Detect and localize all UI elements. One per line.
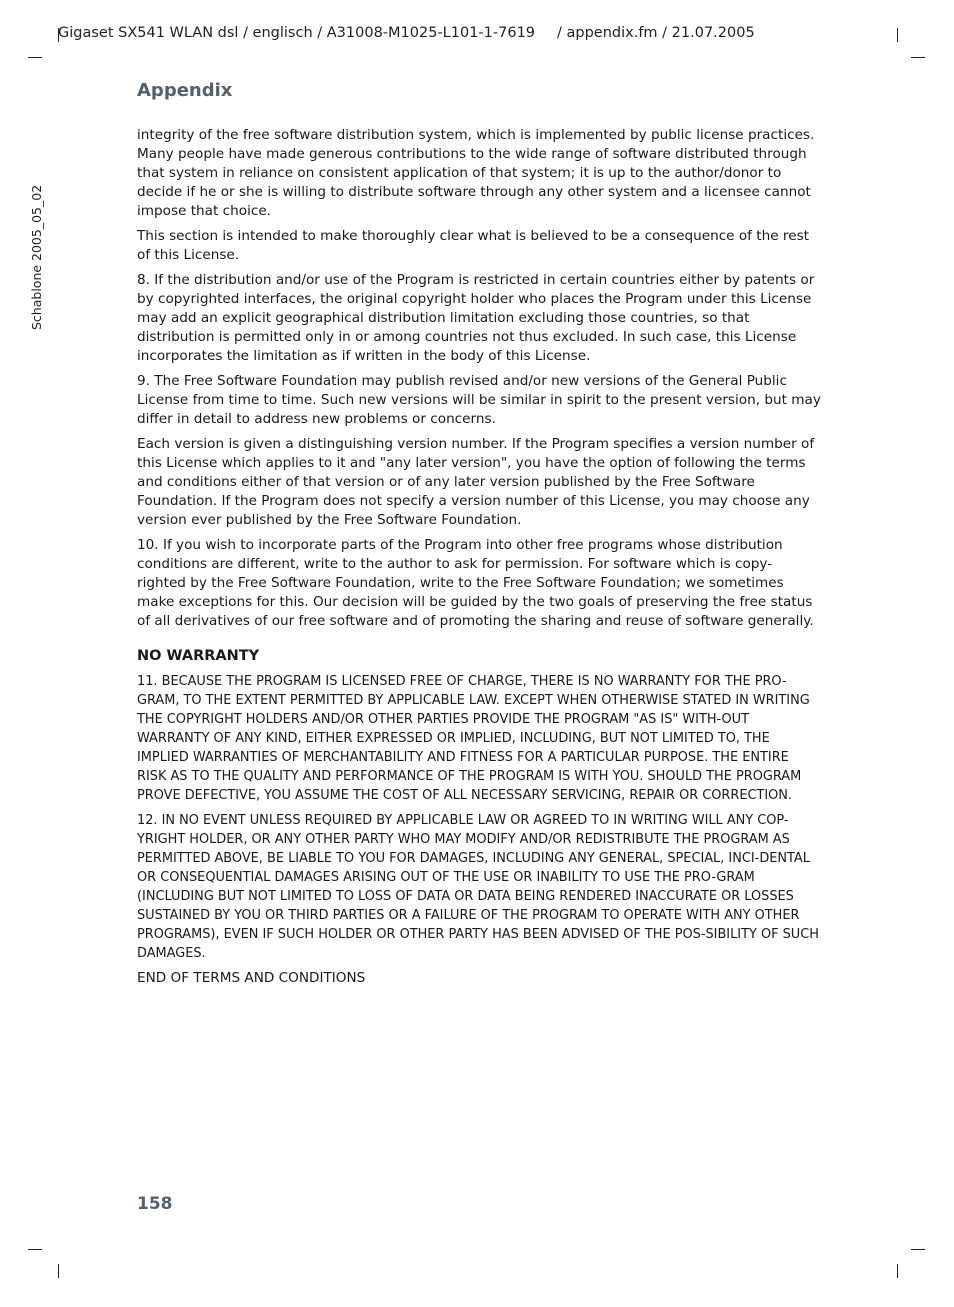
crop-mark	[911, 57, 925, 58]
crop-mark	[28, 1249, 42, 1250]
paragraph: 10. If you wish to incorporate parts of the Program into other free programs whose distribution conditions are different, write to the author to ask for permission. For software which is copy-righted by the Free Software Foundation, write to the Free Software Foundation; we sometimes make exceptions for this. Our decision will be guided by the two goals of preserving the free status of all derivatives of our free software and of promoting the sharing and reuse of software generally.	[137, 537, 814, 629]
paragraph: Each version is given a distinguishing version number. If the Program specifies a version number of this License which applies to it and "any later version", you have the option of following the terms and conditions either of that version or of any later version published by the Free Software Foundation. If the Program does not specify a version number of this License, you may choose any version ever published by the Free Software Foundation.	[137, 436, 815, 528]
paragraph: This section is intended to make thoroughly clear what is believed to be a consequence of the rest of this License.	[137, 228, 809, 263]
paragraph: integrity of the free software distribution system, which is implemented by public license practices. Many people have made generous contributions to the wide range of software distributed through that system in reliance on consistent application of that system; it is up to the author/donor to decide if he or she is willing to distribute software through any other system and a licensee cannot impose that choice.	[137, 127, 815, 219]
crop-mark	[58, 1264, 59, 1278]
running-header-left: Gigaset SX541 WLAN dsl / englisch / A31008-M1025-L101-1-7619	[58, 25, 536, 41]
page-body	[137, 126, 821, 994]
paragraph: 8. If the distribution and/or use of the Program is restricted in certain countries either by patents or by copyrighted interfaces, the original copyright holder who places the Program under this License may add an explicit geographical distribution limitation excluding those countries, so that distribution is permitted only in or among countries not thus excluded. In such case, this License incorporates the limitation as if written in the body of this License.	[137, 272, 815, 364]
end-of-terms: END OF TERMS AND CONDITIONS	[137, 970, 366, 986]
crop-mark	[28, 57, 42, 58]
running-header-right: / appendix.fm / 21.07.2005	[557, 25, 755, 41]
section-title: Appendix	[137, 80, 233, 101]
paragraph: 9. The Free Software Foundation may publish revised and/or new versions of the General Public License from time to time. Such new versions will be similar in spirit to the present version, but may differ in detail to address new problems or concerns.	[137, 373, 821, 427]
warranty-paragraph: 12. IN NO EVENT UNLESS REQUIRED BY APPLICABLE LAW OR AGREED TO IN WRITING WILL ANY COP-YRIGHT HOLDER, OR ANY OTHER PARTY WHO MAY MODIFY AND/OR REDISTRIBUTE THE PROGRAM AS PERMITTED ABOVE, BE LIABLE TO YOU FOR DAMAGES, INCLUDING ANY GENERAL, SPECIAL, INCI-DENTAL OR CONSEQUENTIAL DAMAGES ARISING OUT OF THE USE OR INABILITY TO USE THE PRO-GRAM (INCLUDING BUT NOT LIMITED TO LOSS OF DATA OR DATA BEING RENDERED INACCURATE OR LOSSES SUSTAINED BY YOU OR THIRD PARTIES OR A FAILURE OF THE PROGRAM TO OPERATE WITH ANY OTHER PROGRAMS), EVEN IF SUCH HOLDER OR OTHER PARTY HAS BEEN ADVISED OF THE POS-SIBILITY OF SUCH DAMAGES.	[137, 813, 819, 961]
crop-mark	[911, 1249, 925, 1250]
crop-mark	[897, 28, 898, 42]
warranty-heading: NO WARRANTY	[137, 648, 260, 664]
page-number: 158	[137, 1194, 173, 1214]
crop-mark	[897, 1264, 898, 1278]
template-label: Schablone 2005_05_02	[29, 184, 44, 330]
warranty-paragraph: 11. BECAUSE THE PROGRAM IS LICENSED FREE OF CHARGE, THERE IS NO WARRANTY FOR THE PRO-GRAM, TO THE EXTENT PERMITTED BY APPLICABLE LAW. EXCEPT WHEN OTHERWISE STATED IN WRITING THE COPYRIGHT HOLDERS AND/OR OTHER PARTIES PROVIDE THE PROGRAM "AS IS" WITH-OUT WARRANTY OF ANY KIND, EITHER EXPRESSED OR IMPLIED, INCLUDING, BUT NOT LIMITED TO, THE IMPLIED WARRANTIES OF MERCHANTABILITY AND FITNESS FOR A PARTICULAR PURPOSE. THE ENTIRE RISK AS TO THE QUALITY AND PERFORMANCE OF THE PROGRAM IS WITH YOU. SHOULD THE PROGRAM PROVE DEFECTIVE, YOU ASSUME THE COST OF ALL NECESSARY SERVICING, REPAIR OR CORRECTION.	[137, 674, 810, 803]
